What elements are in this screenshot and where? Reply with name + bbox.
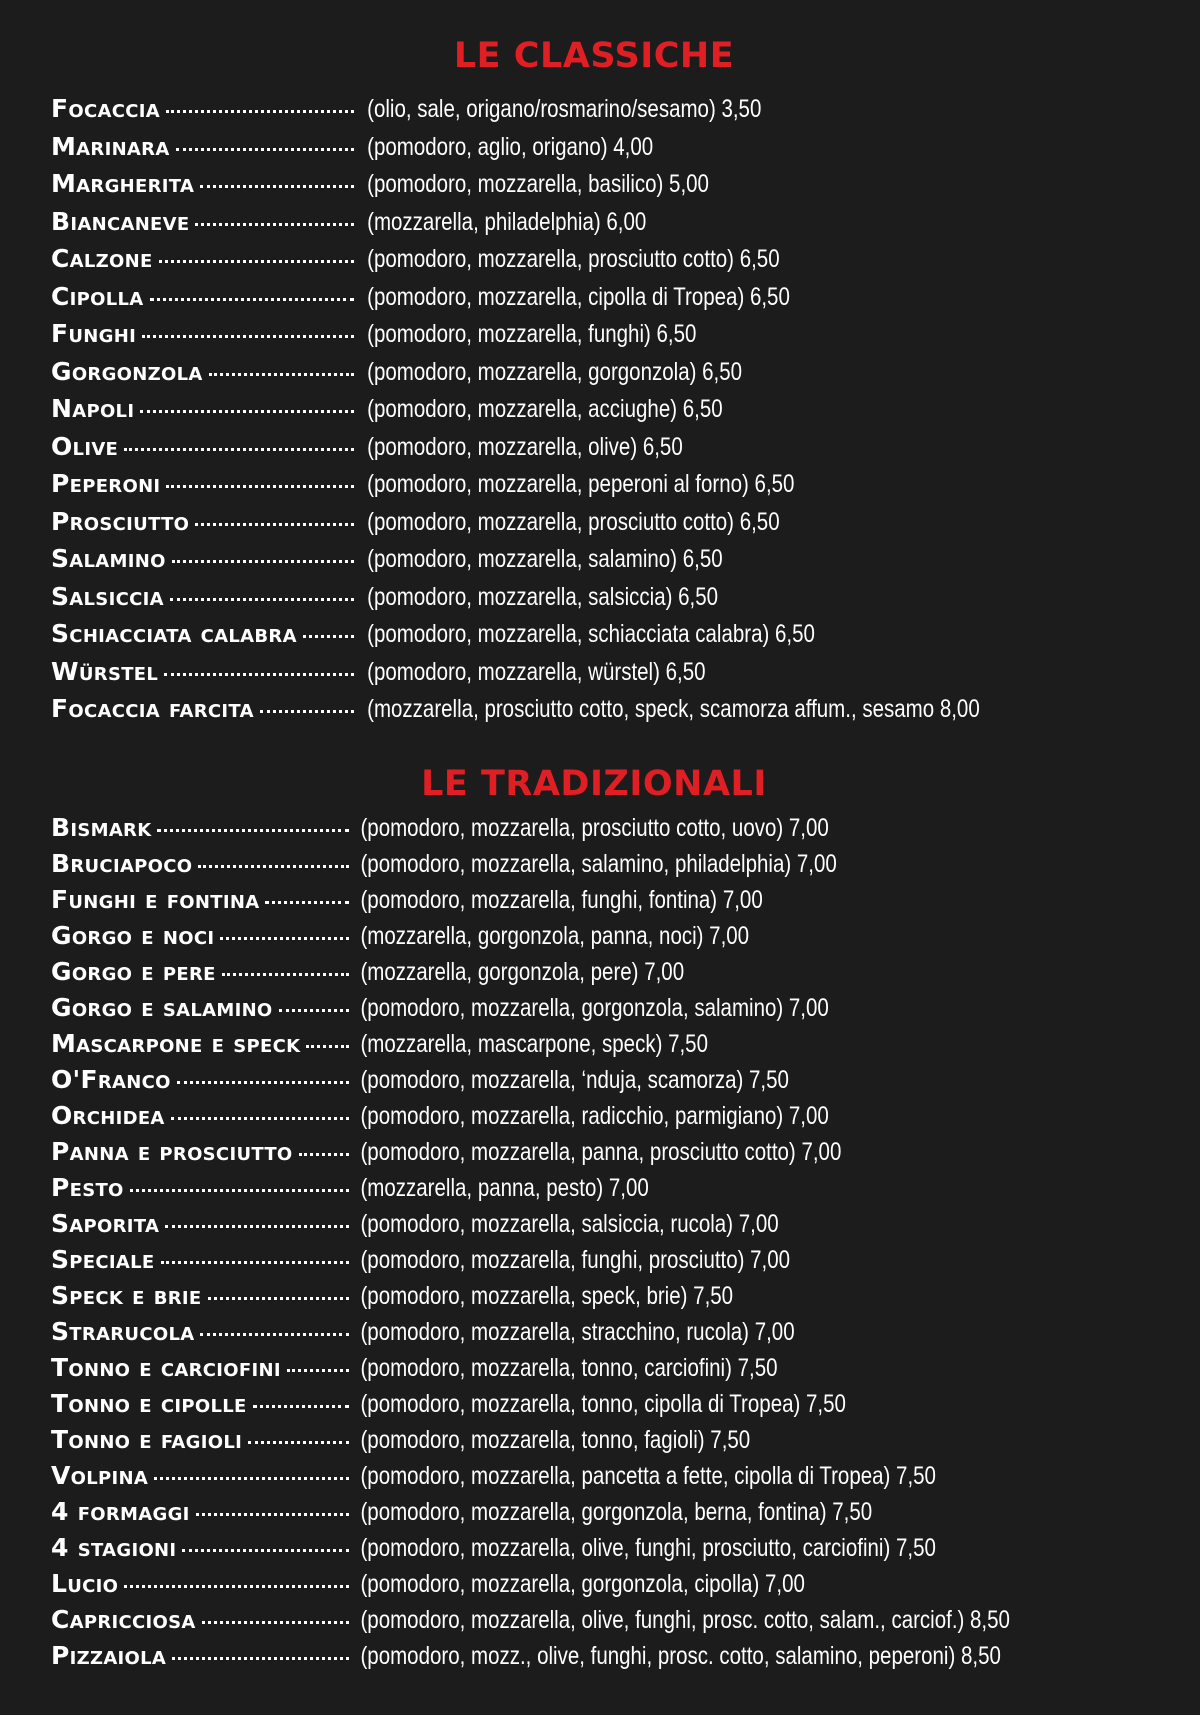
menu-item <box>51 390 1171 428</box>
menu-item-name: Schiacciata calabra <box>51 619 297 648</box>
menu-item-name: Strarucola <box>51 1317 195 1346</box>
menu-item-name-wrap <box>51 540 354 578</box>
dot-leader <box>150 298 354 301</box>
menu-item <box>51 428 1171 466</box>
menu-item-description: (pomodoro, mozzarella, funghi) 6,50 <box>367 320 697 348</box>
dot-leader <box>196 1513 349 1516</box>
dot-leader <box>171 1117 349 1120</box>
menu-item-description: (mozzarella, gorgonzola, pere) 7,00 <box>360 958 685 986</box>
menu-item <box>51 1386 1171 1422</box>
menu-item <box>51 128 1171 166</box>
menu-item-name-wrap <box>51 128 354 166</box>
menu-item-name-wrap <box>51 1242 349 1278</box>
menu-item-name-wrap <box>51 1386 349 1422</box>
menu-item-description: (pomodoro, mozzarella, gorgonzola, salamino) 7,00 <box>360 994 829 1022</box>
menu-item-name: Biancaneve <box>51 206 190 236</box>
dot-leader <box>154 1477 349 1480</box>
menu-item-description: (pomodoro, mozzarella, acciughe) 6,50 <box>367 395 723 423</box>
menu-item-name-wrap <box>51 165 354 203</box>
menu-item-name: Orchidea <box>51 1101 165 1130</box>
menu-item <box>51 1134 1171 1170</box>
menu-item <box>51 1242 1171 1278</box>
menu-item <box>51 465 1171 503</box>
menu-item-name: Prosciutto <box>51 506 190 536</box>
menu-item-name-wrap <box>51 465 354 503</box>
dot-leader <box>306 1045 349 1048</box>
menu-item-name-wrap <box>51 1602 349 1638</box>
menu-item-description: (mozzarella, gorgonzola, panna, noci) 7,00 <box>360 922 750 950</box>
menu-item-name-wrap <box>51 240 354 278</box>
menu-item <box>51 1530 1171 1566</box>
menu-item-name-wrap <box>51 1206 349 1242</box>
dot-leader <box>299 1153 349 1156</box>
menu-item-description: (pomodoro, mozzarella, funghi, fontina) 7,00 <box>360 886 763 914</box>
menu-item-description: (pomodoro, mozzarella, pancetta a fette, cipolla di Tropea) 7,50 <box>360 1462 936 1490</box>
menu-item-name: Würstel <box>51 656 159 686</box>
dot-leader <box>140 410 354 413</box>
menu-item-name: Calzone <box>51 244 153 273</box>
menu-item-name: Tonno e fagioli <box>51 1425 243 1454</box>
menu-item-name-wrap <box>51 428 354 466</box>
menu-item-description: (pomodoro, mozzarella, gorgonzola, berna, fontina) 7,50 <box>360 1498 873 1526</box>
section-title-classiche: LE CLASSICHE <box>453 36 735 76</box>
dot-leader <box>124 448 354 451</box>
menu-item-name-wrap <box>51 278 354 316</box>
dot-leader <box>198 865 349 868</box>
menu-item-description: (mozzarella, philadelphia) 6,00 <box>367 207 647 236</box>
dot-leader <box>279 1009 349 1012</box>
menu-item-name: Focaccia <box>51 94 160 123</box>
menu-item <box>51 1278 1171 1314</box>
menu-item-description: (pomodoro, mozzarella, schiacciata calabra) 6,50 <box>367 620 815 648</box>
menu-item <box>51 1602 1171 1638</box>
dot-leader <box>265 901 349 904</box>
menu-item <box>51 1314 1171 1350</box>
menu-item-name: 4 stagioni <box>51 1533 177 1562</box>
menu-item-name-wrap <box>51 578 354 616</box>
menu-item-name-wrap <box>51 1350 349 1386</box>
menu-item <box>51 1098 1171 1134</box>
dot-leader <box>159 260 354 263</box>
menu-item-name-wrap <box>51 353 354 391</box>
menu-item <box>51 1062 1171 1098</box>
menu-item-name-wrap <box>51 503 354 541</box>
menu-item-description: (pomodoro, mozz., olive, funghi, prosc. cotto, salamino, peperoni) 8,50 <box>360 1642 1001 1670</box>
dot-leader <box>248 1441 349 1444</box>
menu-item-name: Tonno e cipolle <box>51 1389 247 1418</box>
menu-item <box>51 1494 1171 1530</box>
menu-item-name: Peperoni <box>51 469 161 498</box>
menu-item-name: Speciale <box>51 1245 155 1274</box>
menu-item-name-wrap <box>51 918 349 954</box>
section-title-tradizionali: LE TRADIZIONALI <box>421 764 767 804</box>
menu-item <box>51 615 1171 653</box>
menu-item-name: Lucio <box>51 1569 119 1598</box>
menu-item <box>51 278 1171 316</box>
dot-leader <box>222 973 349 976</box>
dot-leader <box>124 1585 349 1588</box>
menu-item-name: Gorgonzola <box>51 356 203 386</box>
menu-item <box>51 846 1171 882</box>
dot-leader <box>166 110 354 113</box>
menu-item-name-wrap <box>51 1314 349 1350</box>
menu-item <box>51 1638 1171 1674</box>
menu-item-name: 4 formaggi <box>51 1497 190 1526</box>
menu-item-name-wrap <box>51 954 349 990</box>
menu-item-description: (mozzarella, mascarpone, speck) 7,50 <box>360 1030 708 1058</box>
menu-item-description: (pomodoro, mozzarella, olive, funghi, prosc. cotto, salam., carciof.) 8,50 <box>360 1606 1010 1634</box>
menu-item <box>51 810 1171 846</box>
dot-leader <box>172 560 354 563</box>
menu-item-description: (pomodoro, mozzarella, tonno, carciofini) 7,50 <box>360 1354 778 1382</box>
menu-item-description: (pomodoro, mozzarella, speck, brie) 7,50 <box>360 1282 734 1310</box>
menu-item-name: Cipolla <box>51 281 144 311</box>
menu-item-name: Pesto <box>51 1173 124 1202</box>
menu-item-name: Speck e brie <box>51 1281 202 1310</box>
menu-item <box>51 1566 1171 1602</box>
dot-leader <box>182 1549 349 1552</box>
menu-item-name-wrap <box>51 690 354 728</box>
menu-item-description: (pomodoro, mozzarella, peperoni al forno) 6,50 <box>367 470 795 498</box>
menu-item-description: (pomodoro, mozzarella, gorgonzola) 6,50 <box>367 357 743 386</box>
menu-item-name-wrap <box>51 846 349 882</box>
menu-item <box>51 315 1171 353</box>
dot-leader <box>195 223 354 226</box>
menu-item <box>51 918 1171 954</box>
menu-item-name: Volpina <box>51 1461 149 1490</box>
menu-item-name-wrap <box>51 1278 349 1314</box>
menu-item <box>51 882 1171 918</box>
dot-leader <box>142 335 354 338</box>
dot-leader <box>157 829 349 832</box>
menu-item-description: (pomodoro, mozzarella, funghi, prosciutto) 7,00 <box>360 1246 791 1274</box>
dot-leader <box>195 523 354 526</box>
menu-item-name: Panna e prosciutto <box>51 1137 293 1166</box>
menu-item-name: Salamino <box>51 544 166 573</box>
dot-leader <box>200 1333 349 1336</box>
menu-item-description: (pomodoro, mozzarella, olive) 6,50 <box>367 432 683 461</box>
menu-item-description: (olio, sale, origano/rosmarino/sesamo) 3,50 <box>367 95 762 123</box>
dot-leader <box>176 148 354 151</box>
menu-item-name-wrap <box>51 1134 349 1170</box>
menu-item <box>51 90 1171 128</box>
menu-item-name-wrap <box>51 390 354 428</box>
menu-item <box>51 690 1171 728</box>
dot-leader <box>253 1405 349 1408</box>
menu-item <box>51 1458 1171 1494</box>
menu-item-name: Funghi <box>51 319 137 348</box>
dot-leader <box>165 1225 349 1228</box>
menu-item <box>51 578 1171 616</box>
menu-item-name: Marinara <box>51 131 170 161</box>
menu-item-description: (pomodoro, mozzarella, stracchino, rucola) 7,00 <box>360 1318 795 1346</box>
menu-item-description: (pomodoro, mozzarella, würstel) 6,50 <box>367 657 706 686</box>
menu-item-name: Focaccia farcita <box>51 694 254 723</box>
menu-item-name: Salsiccia <box>51 581 164 611</box>
menu-item-name: Tonno e carciofini <box>51 1353 281 1382</box>
menu-item-name-wrap <box>51 1458 349 1494</box>
menu-item <box>51 954 1171 990</box>
menu-item-description: (pomodoro, mozzarella, radicchio, parmigiano) 7,00 <box>360 1102 829 1130</box>
dot-leader <box>177 1081 349 1084</box>
menu-item-name: Olive <box>51 431 119 461</box>
dot-leader <box>170 598 354 601</box>
menu-item-name: Margherita <box>51 169 195 198</box>
dot-leader <box>172 1657 349 1660</box>
menu-item-description: (pomodoro, mozzarella, cipolla di Tropea) 6,50 <box>367 282 790 311</box>
menu-item-name-wrap <box>51 653 354 691</box>
dot-leader <box>220 937 349 940</box>
menu-item-name-wrap <box>51 1638 349 1674</box>
menu-item-name-wrap <box>51 615 354 653</box>
menu-item-description: (pomodoro, mozzarella, ‘nduja, scamorza) 7,50 <box>360 1066 789 1094</box>
menu-item-name: O'Franco <box>51 1065 171 1094</box>
dot-leader <box>200 185 354 188</box>
menu-item-name-wrap <box>51 1062 349 1098</box>
menu-item-name-wrap <box>51 1170 349 1206</box>
menu-item-description: (pomodoro, mozzarella, prosciutto cotto) 6,50 <box>367 245 780 273</box>
menu-item-name-wrap <box>51 315 354 353</box>
menu-item-name-wrap <box>51 882 349 918</box>
menu-item-description: (pomodoro, mozzarella, salamino, philadelphia) 7,00 <box>360 850 837 878</box>
menu-item-name-wrap <box>51 810 349 846</box>
menu-item-name-wrap <box>51 1566 349 1602</box>
dot-leader <box>208 1297 349 1300</box>
menu-item <box>51 165 1171 203</box>
menu-item-name-wrap <box>51 1494 349 1530</box>
menu-item-description: (pomodoro, aglio, origano) 4,00 <box>367 132 654 161</box>
menu-item <box>51 653 1171 691</box>
menu-item <box>51 540 1171 578</box>
menu-item-name-wrap <box>51 1422 349 1458</box>
menu-item-description: (pomodoro, mozzarella, gorgonzola, cipolla) 7,00 <box>360 1570 805 1598</box>
menu-item <box>51 1026 1171 1062</box>
menu-item-name: Gorgo e pere <box>51 957 216 986</box>
menu-item-description: (pomodoro, mozzarella, salsiccia) 6,50 <box>367 582 719 611</box>
menu-item-name: Saporita <box>51 1209 160 1238</box>
menu-item-name-wrap <box>51 1530 349 1566</box>
menu-item-name: Bruciapoco <box>51 849 193 878</box>
dot-leader <box>164 673 354 676</box>
menu-item-description: (pomodoro, mozzarella, olive, funghi, prosciutto, carciofini) 7,50 <box>360 1534 936 1562</box>
menu-item-description: (pomodoro, mozzarella, prosciutto cotto) 6,50 <box>367 507 780 536</box>
menu-item <box>51 203 1171 241</box>
menu-item-name: Capricciosa <box>51 1605 196 1634</box>
dot-leader <box>260 710 354 713</box>
menu-item-description: (pomodoro, mozzarella, prosciutto cotto, uovo) 7,00 <box>360 814 829 842</box>
menu-list-tradizionali <box>51 810 1171 1674</box>
menu-item-description: (pomodoro, mozzarella, salsiccia, rucola) 7,00 <box>360 1210 779 1238</box>
menu-item-name: Gorgo e salamino <box>51 993 273 1022</box>
menu-item <box>51 1422 1171 1458</box>
menu-item-name: Mascarpone e speck <box>51 1029 301 1058</box>
dot-leader <box>202 1621 349 1624</box>
menu-item <box>51 353 1171 391</box>
menu-item-description: (mozzarella, panna, pesto) 7,00 <box>360 1174 649 1202</box>
menu-item <box>51 1350 1171 1386</box>
menu-item-name-wrap <box>51 1098 349 1134</box>
menu-item-name: Funghi e fontina <box>51 885 260 914</box>
dot-leader <box>161 1261 350 1264</box>
menu-item-description: (pomodoro, mozzarella, basilico) 5,00 <box>367 170 709 198</box>
menu-item-description: (pomodoro, mozzarella, salamino) 6,50 <box>367 545 723 573</box>
dot-leader <box>166 485 354 488</box>
menu-list-classiche <box>51 90 1171 728</box>
dot-leader <box>209 373 354 376</box>
menu-item <box>51 240 1171 278</box>
menu-item-name: Bismark <box>51 813 152 842</box>
menu-item-description: (pomodoro, mozzarella, panna, prosciutto cotto) 7,00 <box>360 1138 842 1166</box>
menu-item-name-wrap <box>51 203 354 241</box>
menu-item-name-wrap <box>51 1026 349 1062</box>
menu-item <box>51 990 1171 1026</box>
menu-item-name: Napoli <box>51 394 135 423</box>
menu-item-name-wrap <box>51 990 349 1026</box>
menu-item-name: Gorgo e noci <box>51 921 215 950</box>
dot-leader <box>287 1369 349 1372</box>
menu-item-description: (pomodoro, mozzarella, tonno, cipolla di Tropea) 7,50 <box>360 1390 846 1418</box>
menu-item <box>51 1170 1171 1206</box>
dot-leader <box>130 1189 349 1192</box>
menu-item-description: (pomodoro, mozzarella, tonno, fagioli) 7,50 <box>360 1426 751 1454</box>
menu-item-name: Pizzaiola <box>51 1641 167 1670</box>
menu-item-description: (mozzarella, prosciutto cotto, speck, scamorza affum., sesamo 8,00 <box>367 695 980 723</box>
menu-item <box>51 1206 1171 1242</box>
menu-item-name-wrap <box>51 90 354 128</box>
dot-leader <box>303 635 354 638</box>
menu-item <box>51 503 1171 541</box>
